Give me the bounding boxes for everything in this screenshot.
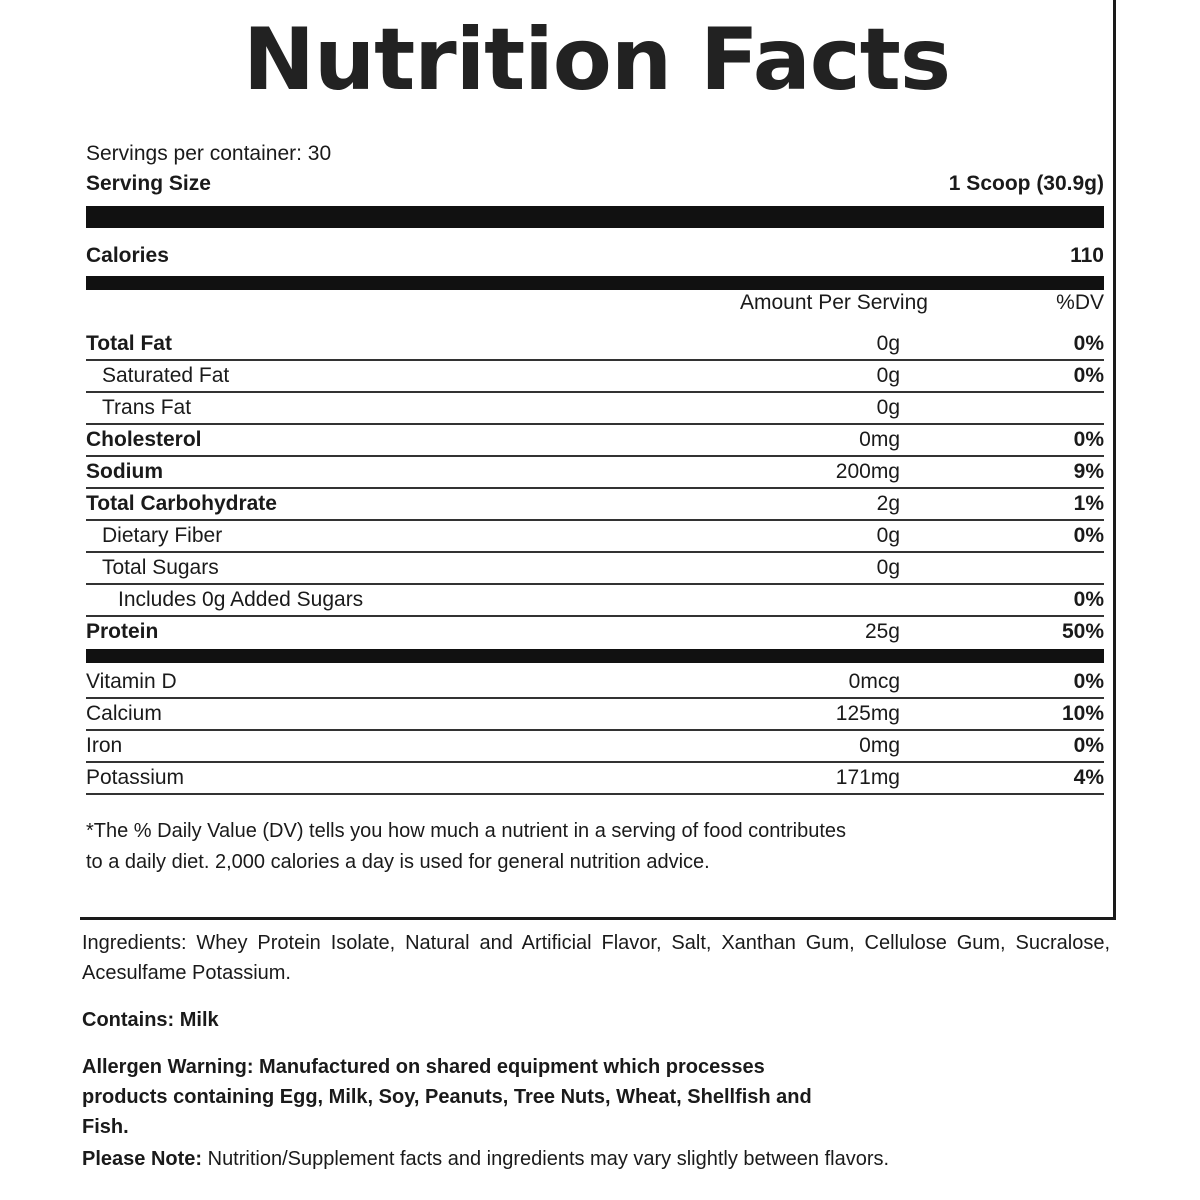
nutrient-name: Calcium (86, 702, 162, 725)
nutrient-name: Total Sugars (102, 556, 219, 579)
nutrient-row (86, 585, 1104, 617)
nutrient-dv: 50% (1061, 620, 1104, 643)
nutrient-name: Trans Fat (102, 396, 192, 419)
nutrient-name: Potassium (86, 766, 185, 789)
nutrient-name: Protein (86, 620, 159, 643)
dv-header: %DV (1056, 291, 1104, 314)
serving-size-label: Serving Size (86, 172, 211, 195)
thick-divider (86, 276, 1104, 290)
please-note (82, 1144, 1110, 1174)
calories-label: Calories (86, 244, 169, 267)
nutrient-row (86, 489, 1104, 521)
contains-text: Contains: Milk (82, 1009, 219, 1031)
nutrient-dv: 10% (1061, 702, 1104, 725)
nutrient-row (86, 329, 1104, 361)
nutrient-amount: 25g (864, 620, 900, 643)
please-note-text: Nutrition/Supplement facts and ingredients may vary slightly between flavors. (202, 1148, 890, 1170)
nutrient-amount: 0g (876, 332, 900, 355)
nutrient-row (86, 361, 1104, 393)
nutrient-amount: 0g (876, 524, 900, 547)
nutrient-dv: 9% (1073, 460, 1104, 483)
nutrient-row (86, 553, 1104, 585)
amount-per-serving-header: Amount Per Serving (740, 291, 928, 314)
nutrient-dv: 0% (1073, 734, 1104, 757)
calories-value: 110 (1070, 244, 1104, 267)
nutrient-amount: 125mg (835, 702, 900, 725)
nutrient-dv: 0% (1073, 524, 1104, 547)
nutrient-amount: 0mg (859, 734, 900, 757)
nutrient-dv: 0% (1073, 588, 1104, 611)
nutrient-row (86, 667, 1104, 699)
nutrition-label (80, 0, 1116, 920)
nutrient-name: Includes 0g Added Sugars (118, 588, 364, 611)
serving-size-row (86, 172, 1104, 196)
nutrient-amount: 200mg (835, 460, 900, 483)
nutrient-row (86, 521, 1104, 553)
label-title: Nutrition Facts (242, 10, 951, 110)
nutrient-dv: 0% (1073, 670, 1104, 693)
nutrient-dv: 4% (1073, 766, 1104, 789)
nutrient-row (86, 699, 1104, 731)
nutrient-amount: 171mg (835, 766, 900, 789)
nutrient-row (86, 457, 1104, 489)
dv-footnote: *The % Daily Value (DV) tells you how much a nutrient in a serving of food contributes to a daily diet. 2,000 calories a day is used for general nutrition advice. (86, 820, 846, 873)
serving-size-value: 1 Scoop (30.9g) (948, 172, 1104, 195)
nutrient-dv: 0% (1073, 332, 1104, 355)
nutrient-dv: 0% (1073, 428, 1104, 451)
nutrient-row (86, 617, 1104, 647)
nutrient-name: Saturated Fat (102, 364, 230, 387)
nutrient-row (86, 425, 1104, 457)
nutrient-name: Total Carbohydrate (86, 492, 277, 515)
ingredients-text: Ingredients: Whey Protein Isolate, Natural and Artificial Flavor, Salt, Xanthan Gum, Cellulose Gum, Sucralose, Acesulfame Potassium. (82, 932, 1110, 984)
nutrient-amount: 0g (876, 364, 900, 387)
allergen-warning: Allergen Warning: Manufactured on shared equipment which processes products containing Egg, Milk, Soy, Peanuts, Tree Nuts, Wheat, Shellfish and Fish. (82, 1056, 812, 1138)
nutrient-dv: 0% (1073, 364, 1104, 387)
nutrient-name: Vitamin D (86, 670, 177, 693)
nutrient-table (86, 329, 1104, 795)
calories-row (86, 244, 1104, 268)
nutrient-name: Sodium (86, 460, 163, 483)
nutrient-name: Cholesterol (86, 428, 202, 451)
thick-divider (86, 649, 1104, 663)
nutrient-amount: 0g (876, 556, 900, 579)
nutrient-row (86, 763, 1104, 795)
column-headers (86, 291, 1104, 319)
thick-divider (86, 206, 1104, 228)
nutrient-row (86, 731, 1104, 763)
nutrient-name: Dietary Fiber (102, 524, 223, 547)
nutrient-dv: 1% (1073, 492, 1104, 515)
nutrient-name: Total Fat (86, 332, 172, 355)
nutrient-amount: 0mg (859, 428, 900, 451)
nutrient-row (86, 393, 1104, 425)
nutrient-name: Iron (86, 734, 123, 757)
nutrient-amount: 0mcg (848, 670, 900, 693)
nutrient-amount: 0g (876, 396, 900, 419)
nutrient-amount: 2g (876, 492, 900, 515)
servings-per-container: Servings per container: 30 (86, 142, 332, 165)
please-note-label: Please Note: (82, 1148, 203, 1170)
